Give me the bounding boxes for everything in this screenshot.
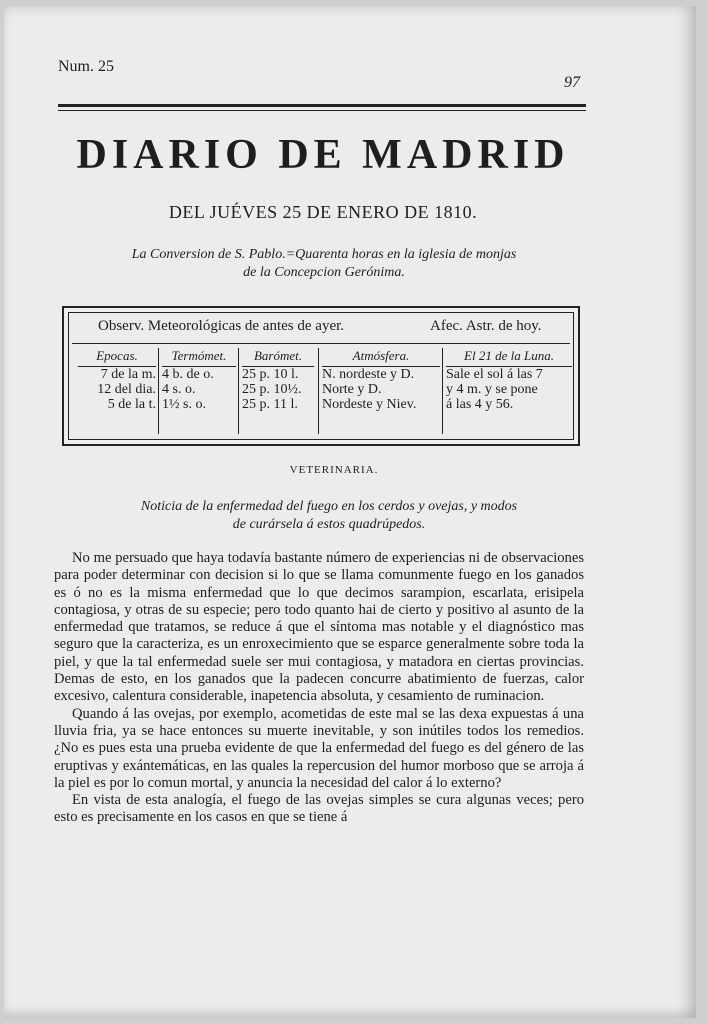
section-title: VETERINARIA. — [289, 464, 379, 476]
cell: y 4 m. y se pone — [446, 382, 538, 397]
article-body — [54, 550, 584, 827]
cell: N. nordeste y D. — [322, 367, 415, 382]
cell: 25 p. 10 l. — [242, 367, 299, 382]
paragraph: En vista de esta analogía, el fuego de las ovejas simples se cura algunas veces; pero esto es precisamente en los casos en que se tiene á — [54, 792, 584, 826]
cell: Sale el sol á las 7 — [446, 367, 543, 382]
page-number: 97 — [564, 74, 580, 91]
cell: Nordeste y Niev. — [322, 397, 417, 412]
cell: á las 4 y 56. — [446, 397, 514, 412]
cell: 25 p. 11 l. — [242, 397, 298, 412]
cell: 12 del dia. — [97, 382, 156, 397]
cell: 5 de la t. — [107, 397, 156, 412]
weather-col-atmosfera — [322, 348, 440, 438]
col-header: Epocas. — [78, 348, 156, 367]
cell: 4 s. o. — [162, 382, 196, 397]
subtitle-line: de curársela á estos quadrúpedos. — [232, 517, 426, 532]
weather-col-epocas — [78, 348, 156, 438]
dateline: DEL JUÉVES 25 DE ENERO DE 1810. — [168, 202, 478, 222]
cell: 1½ s. o. — [162, 397, 206, 412]
weather-col-barometro — [242, 348, 314, 438]
masthead: DIARIO DE MADRID — [76, 132, 570, 178]
col-divider — [318, 348, 319, 434]
newspaper-page — [4, 6, 696, 1018]
col-divider — [442, 348, 443, 434]
issue-number: Num. 25 — [58, 58, 114, 75]
saints-line: La Conversion de S. Pablo.=Quarenta horas en la iglesia de monjas — [131, 247, 517, 262]
col-divider — [238, 348, 239, 434]
saints-line: de la Concepcion Gerónima. — [243, 265, 405, 280]
top-rule — [58, 104, 586, 111]
paragraph: Quando á las ovejas, por exemplo, acometidas de este mal se las dexa expuestas á una lluvia fria, ya se hace entonces su muerte inevitable, y son inútiles todos los remedios. ¿No es pues esta una prueba evidente de que la enfermedad del fuego es del género de las eruptivas y exántemáticas, en las quales la repercusion del humor morboso que se arroja á la piel es por lo comun mortal, y anuncia la necesidad del calor á lo externo? — [54, 705, 584, 791]
subtitle-line: Noticia de la enfermedad del fuego en los cerdos y ovejas, y modos — [140, 499, 518, 514]
paragraph: No me persuado que haya todavía bastante número de experiencias ni de observaciones para poder determinar con decision si lo que se llama comunmente fuego en los ganados es ó no es la misma enfermedad que lo que decimos sarampion, escarlata, erisipela contagiosa, y otras de su especie; pero todo quanto hai de cierto y positivo al asunto de la enfermedad que tratamos, se reduce á que el síntoma mas notable y el diagnóstico mas seguro que la caracteriza, es un enroxecimiento que se esparce generalmente sobre toda la piel, y que la tal enfermedad suele ser mui contagiosa, y matadora en ciertas provincias. Demas de esto, en los ganados que la padecen concurre abatimiento de fuerzas, calor excesivo, calentura considerable, inapetencia absoluta, y cesamiento de ruminacion. — [54, 550, 584, 705]
cell: Norte y D. — [322, 382, 382, 397]
weather-divider — [72, 343, 570, 344]
weather-obs-title: Observ. Meteorológicas de antes de ayer. — [98, 318, 345, 334]
col-header: Barómet. — [242, 348, 314, 367]
weather-astr-title: Afec. Astr. de hoy. — [430, 318, 542, 334]
article-subtitle — [74, 498, 584, 534]
col-header: Termómet. — [162, 348, 236, 367]
weather-col-termometro — [162, 348, 236, 438]
weather-table — [62, 306, 580, 446]
col-header: El 21 de la Luna. — [446, 348, 572, 367]
saints-of-day — [64, 246, 584, 282]
weather-col-luna — [446, 348, 572, 438]
cell: 25 p. 10½. — [242, 382, 302, 397]
col-header: Atmósfera. — [322, 348, 440, 367]
cell: 7 de la m. — [100, 367, 156, 382]
cell: 4 b. de o. — [162, 367, 214, 382]
col-divider — [158, 348, 159, 434]
